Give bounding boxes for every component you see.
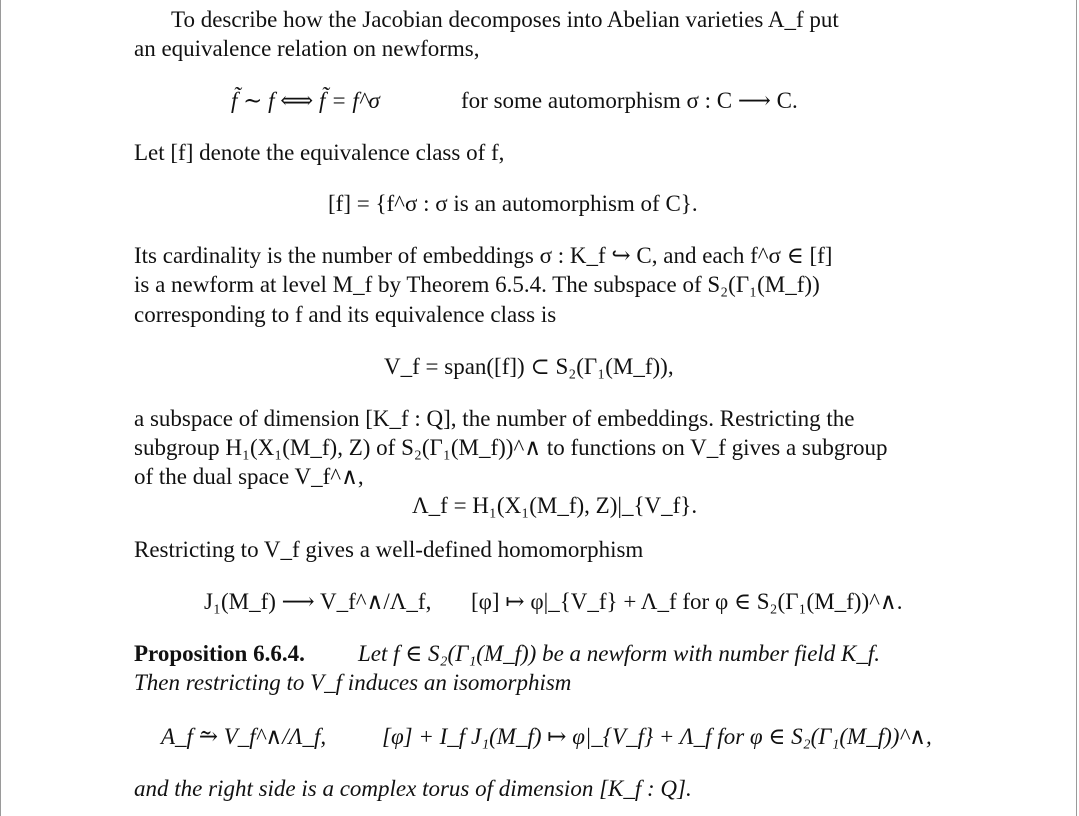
paragraph-line: an equivalence relation on newforms, — [134, 36, 480, 61]
paragraph-line: To describe how the Jacobian decomposes into Abelian varieties A_f put — [171, 7, 839, 32]
equation-homomorphism: J₁(M_f) ⟶ V_f^∧/Λ_f, — [204, 589, 432, 614]
proposition-line: Then restricting to V_f induces an isomorphism — [134, 670, 572, 695]
equation-homomorphism-map: [φ] ↦ φ|_{V_f} + Λ_f for φ ∈ S₂(Γ₁(M_f))^∧. — [471, 589, 903, 614]
proposition-label: Proposition 6.6.4. — [134, 641, 305, 666]
equation-subspace: V_f = span([f]) ⊂ S₂(Γ₁(M_f)), — [384, 354, 674, 379]
equation-isomorphism: A_f ⥲ V_f^∧/Λ_f, — [161, 724, 327, 749]
paragraph-line: corresponding to f and its equivalence class is — [134, 302, 557, 327]
paragraph-line: subgroup H₁(X₁(M_f), Z) of S₂(Γ₁(M_f))^∧ to functions on V_f gives a subgroup — [134, 435, 888, 460]
paragraph-line: is a newform at level M_f by Theorem 6.5.4. The subspace of S₂(Γ₁(M_f)) — [134, 272, 820, 297]
equation-isomorphism-map: [φ] + I_f J₁(M_f) ↦ φ|_{V_f} + Λ_f for φ ∈ S₂(Γ₁(M_f))^∧, — [382, 724, 932, 749]
proposition-line: Let f ∈ S₂(Γ₁(M_f)) be a newform with number field K_f. — [358, 641, 881, 666]
equation-equivalence-text: for some automorphism σ : C ⟶ C. — [461, 88, 798, 113]
paragraph-line: Let [f] denote the equivalence class of f, — [134, 140, 505, 165]
equation-equivalence: f̃ ∼ f ⟺ f̃ = f^σ — [231, 88, 380, 113]
paragraph-line: a subspace of dimension [K_f : Q], the number of embeddings. Restricting the — [134, 406, 855, 431]
equation-class: [f] = {f^σ : σ is an automorphism of C}. — [328, 191, 698, 216]
paragraph-line: Restricting to V_f gives a well-defined homomorphism — [134, 537, 644, 562]
proposition-line: and the right side is a complex torus of dimension [K_f : Q]. — [134, 776, 692, 801]
paragraph-line: of the dual space V_f^∧, — [134, 464, 364, 489]
equation-lattice: Λ_f = H₁(X₁(M_f), Z)|_{V_f}. — [412, 493, 698, 518]
paragraph-line: Its cardinality is the number of embeddings σ : K_f ↪ C, and each f^σ ∈ [f] — [134, 243, 833, 268]
